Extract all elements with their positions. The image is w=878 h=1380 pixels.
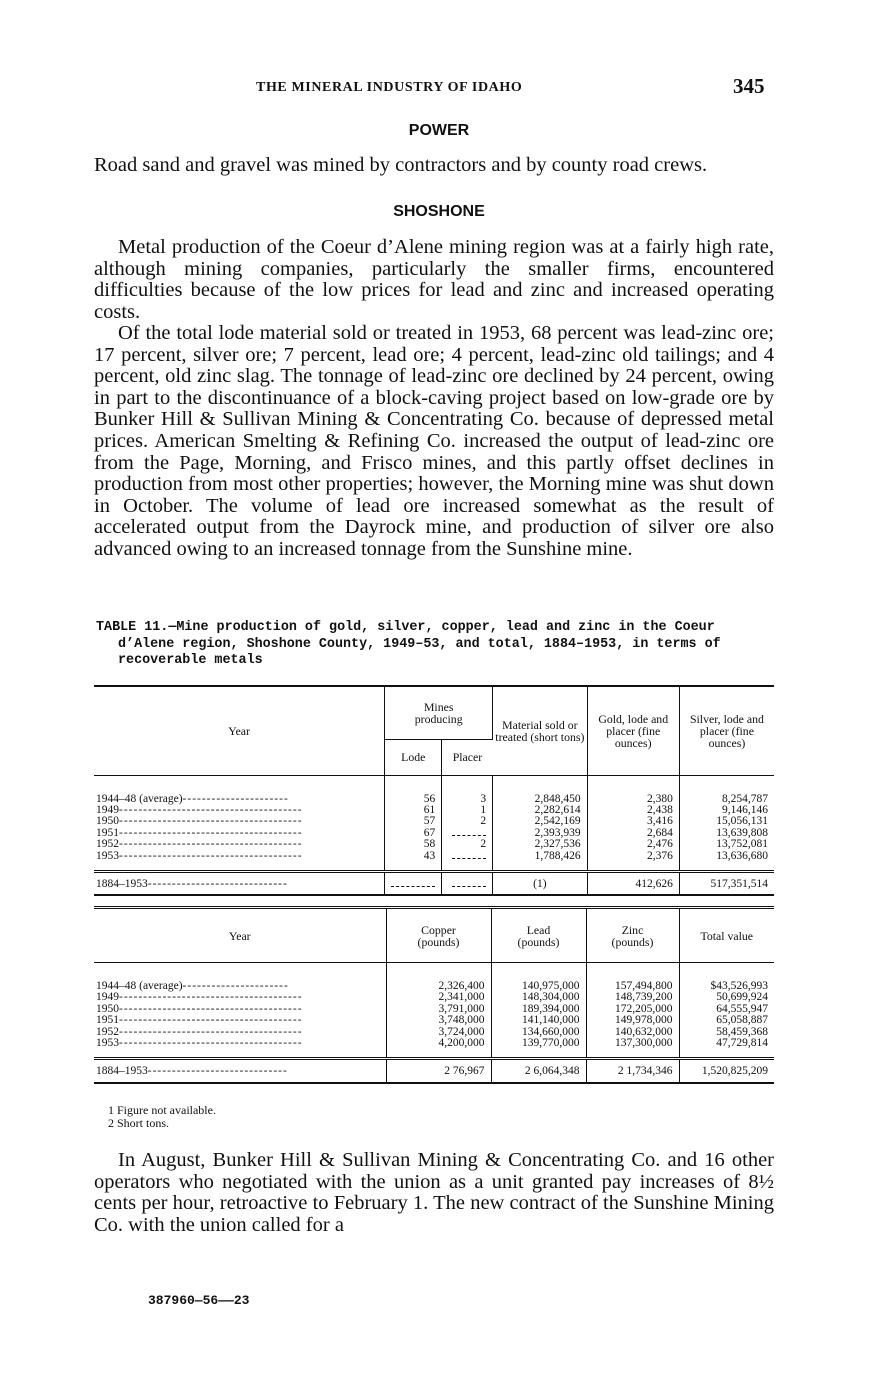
header-material: Material sold or treated (short tons) <box>493 686 587 775</box>
table-row: 1952-------------------------------------- 3,724,000 134,660,000 140,632,000 58,459,368 <box>94 1027 774 1038</box>
row-zinc: 149,978,000 <box>586 1015 679 1026</box>
header-gold: Gold, lode and placer (fine ounces) <box>587 686 679 775</box>
row-year: 1944–48 (average) <box>96 980 183 992</box>
row-year: 1953 <box>96 850 119 862</box>
row-value: $43,526,993 <box>710 980 768 992</box>
total-year: 1884–1953 <box>96 877 148 890</box>
header-copper: Copper (pounds) <box>386 908 491 963</box>
row-gold: 2,438 <box>587 805 679 816</box>
header-year: Year <box>94 908 386 963</box>
header-mines-producing: Mines producing <box>385 686 493 739</box>
row-gold: 2,380 <box>587 775 679 805</box>
row-copper: 4,200,000 <box>386 1038 491 1059</box>
row-value: 65,058,887 <box>716 1014 768 1027</box>
total-gold: 412,626 <box>587 871 679 895</box>
row-silver: 8,254,787 <box>722 792 768 805</box>
table-part2-rows <box>94 963 774 1059</box>
row-material: 2,282,614 <box>493 805 587 816</box>
row-copper: 3,724,000 <box>386 1027 491 1038</box>
row-value: 47,729,814 <box>716 1037 768 1050</box>
row-year: 1953 <box>96 1038 119 1050</box>
row-placer: 2 <box>442 839 493 850</box>
table-part1-rows <box>94 775 774 871</box>
section-heading-shoshone: SHOSHONE <box>393 203 485 220</box>
row-year: 1950 <box>96 816 119 828</box>
table-row: 1950-------------------------------------- 57 2 2,542,169 3,416 15,056,131 <box>94 816 774 827</box>
shoshone-paragraph-1: Metal production of the Coeur d’Alene mining region was at a fairly high rate, although mining companies, particularly the smaller firms, encountered difficulties because of the low prices for lead and zinc and increased operating costs. <box>94 236 774 323</box>
total-material: (1) <box>493 871 587 895</box>
row-copper: 2,341,000 <box>386 992 491 1003</box>
table-row: 1944–48 (average)---------------------- 56 3 2,848,450 2,380 8,254,787 <box>94 775 774 805</box>
total-year: 1884–1953 <box>96 1065 148 1078</box>
total-row: 1884–1953----------------------------- (1) 412,626 517,351,514 <box>94 871 774 895</box>
row-lead: 139,770,000 <box>491 1038 586 1059</box>
header-total-value: Total value <box>679 908 774 963</box>
table-caption-lead: TABLE 11.—Mine production of gold, silver, copper, lead and zinc in the Coeur <box>96 620 715 635</box>
row-zinc: 148,739,200 <box>586 992 679 1003</box>
footnote-2: 2 Short tons. <box>108 1116 170 1130</box>
row-lead: 141,140,000 <box>491 1015 586 1026</box>
row-lode: 43 <box>385 851 442 872</box>
row-year: 1951 <box>96 1015 119 1027</box>
row-gold: 2,684 <box>587 828 679 839</box>
table-row: 1951-------------------------------------- 67 2,393,939 2,684 13,639,808 <box>94 828 774 839</box>
row-zinc: 137,300,000 <box>586 1038 679 1059</box>
table-row: 1951-------------------------------------- 3,748,000 141,140,000 149,978,000 65,058,887 <box>94 1015 774 1026</box>
header-placer: Placer <box>442 739 493 775</box>
row-lode: 57 <box>385 816 442 827</box>
header-year: Year <box>94 686 385 775</box>
row-material: 1,788,426 <box>493 851 587 872</box>
printer-mark: 387960—56——23 <box>148 1293 250 1308</box>
row-year: 1949 <box>96 992 119 1004</box>
row-material: 2,393,939 <box>493 828 587 839</box>
row-lead: 134,660,000 <box>491 1027 586 1038</box>
header-lead: Lead (pounds) <box>491 908 586 963</box>
row-year: 1952 <box>96 839 119 851</box>
header-lode: Lode <box>385 739 442 775</box>
row-value: 50,699,924 <box>716 991 768 1004</box>
row-copper: 3,791,000 <box>386 1004 491 1015</box>
row-lead: 148,304,000 <box>491 992 586 1003</box>
table-row: 1949-------------------------------------- 61 1 2,282,614 2,438 9,146,146 <box>94 805 774 816</box>
table-caption-rest: d’Alene region, Shoshone County, 1949–53, and total, 1884–1953, in terms of recoverable metals <box>118 636 721 668</box>
power-paragraph: Road sand and gravel was mined by contractors and by county road crews. <box>94 154 708 176</box>
table-part2-total <box>94 1059 774 1083</box>
row-lode: 67 <box>385 828 442 839</box>
closing-paragraph: In August, Bunker Hill & Sullivan Mining & Concentrating Co. and 16 other operators who negotiated with the union as a unit granted pay increases of 8½ cents per hour, retroactive to February 1. The new contract of the Sunshine Mining Co. with the union called for a <box>94 1149 774 1236</box>
row-year: 1951 <box>96 827 119 839</box>
row-zinc: 140,632,000 <box>586 1027 679 1038</box>
row-lead: 140,975,000 <box>491 963 586 993</box>
row-year: 1952 <box>96 1026 119 1038</box>
table-caption <box>96 620 776 670</box>
production-table-part2 <box>94 906 774 1084</box>
row-silver: 13,636,680 <box>716 849 768 862</box>
footnote-1: 1 Figure not available. <box>108 1103 216 1117</box>
total-placer-empty <box>442 871 493 895</box>
row-year: 1949 <box>96 804 119 816</box>
row-placer: 2 <box>442 816 493 827</box>
table-part1-total <box>94 871 774 895</box>
header-silver: Silver, lode and placer (fine ounces) <box>679 686 774 775</box>
row-zinc: 172,205,000 <box>586 1004 679 1015</box>
running-head: THE MINERAL INDUSTRY OF IDAHO <box>256 80 523 95</box>
empty-cell-dash <box>452 829 486 836</box>
table-row: 1950-------------------------------------- 3,791,000 189,394,000 172,205,000 64,555,947 <box>94 1004 774 1015</box>
page-number: 345 <box>733 74 765 98</box>
production-table-part1 <box>94 685 774 896</box>
row-placer: 1 <box>442 805 493 816</box>
row-placer-empty <box>442 851 493 872</box>
header-zinc: Zinc (pounds) <box>586 908 679 963</box>
empty-cell-dash <box>391 880 435 887</box>
row-material: 2,327,536 <box>493 839 587 850</box>
row-zinc: 157,494,800 <box>586 963 679 993</box>
shoshone-paragraph-2: Of the total lode material sold or treated in 1953, 68 percent was lead-zinc ore; 17 percent, silver ore; 7 percent, lead ore; 4 percent, lead-zinc old tailings; and 4 percent, old zinc slag. The tonnage of lead-zinc ore declined by 24 percent, owing in part to the discontinuance of a block-caving project based on low-grade ore by Bunker Hill & Sullivan Mining & Concentrating Co. because of depressed metal prices. American Smelting & Refining Co. increased the output of lead-zinc ore from the Page, Morning, and Frisco mines, and this partly offset declines in production from most other properties; however, the Morning mine was shut down in October. The volume of lead ore increased somewhat as the result of accelerated output from the Dayrock mine, and production of silver ore also advanced owing to an increased tonnage from the Sunshine mine. <box>94 322 774 560</box>
total-copper: 2 76,967 <box>386 1059 491 1083</box>
empty-cell-dash <box>452 852 486 859</box>
row-lode: 58 <box>385 839 442 850</box>
row-silver: 13,639,808 <box>716 826 768 839</box>
total-lead: 2 6,064,348 <box>491 1059 586 1083</box>
row-silver: 15,056,131 <box>716 815 768 828</box>
total-silver: 517,351,514 <box>679 871 774 895</box>
row-lode: 56 <box>385 775 442 805</box>
table-row: 1953-------------------------------------- 4,200,000 139,770,000 137,300,000 47,729,814 <box>94 1038 774 1059</box>
row-value: 64,555,947 <box>716 1002 768 1015</box>
row-material: 2,542,169 <box>493 816 587 827</box>
row-silver: 9,146,146 <box>722 803 768 816</box>
row-placer: 3 <box>442 775 493 805</box>
total-value: 1,520,825,209 <box>679 1059 774 1083</box>
row-gold: 2,376 <box>587 851 679 872</box>
row-silver: 13,752,081 <box>716 838 768 851</box>
row-copper: 3,748,000 <box>386 1015 491 1026</box>
total-zinc: 2 1,734,346 <box>586 1059 679 1083</box>
empty-cell-dash <box>452 880 486 887</box>
table-footnotes <box>108 1104 216 1130</box>
table-row: 1944–48 (average)---------------------- 2,326,400 140,975,000 157,494,800 $43,526,993 <box>94 963 774 993</box>
table-row: 1949-------------------------------------- 2,341,000 148,304,000 148,739,200 50,699,924 <box>94 992 774 1003</box>
row-gold: 3,416 <box>587 816 679 827</box>
table-row: 1953-------------------------------------- 43 1,788,426 2,376 13,636,680 <box>94 851 774 872</box>
table-row: 1952-------------------------------------- 58 2 2,327,536 2,476 13,752,081 <box>94 839 774 850</box>
row-lead: 189,394,000 <box>491 1004 586 1015</box>
row-lode: 61 <box>385 805 442 816</box>
row-value: 58,459,368 <box>716 1025 768 1038</box>
total-row: 1884–1953----------------------------- 2 76,967 2 6,064,348 2 1,734,346 1,520,825,209 <box>94 1059 774 1083</box>
row-copper: 2,326,400 <box>386 963 491 993</box>
row-gold: 2,476 <box>587 839 679 850</box>
section-heading-power: POWER <box>408 122 470 139</box>
row-material: 2,848,450 <box>493 775 587 805</box>
total-lode-empty <box>385 871 442 895</box>
row-year: 1950 <box>96 1003 119 1015</box>
row-year: 1944–48 (average) <box>96 792 183 805</box>
